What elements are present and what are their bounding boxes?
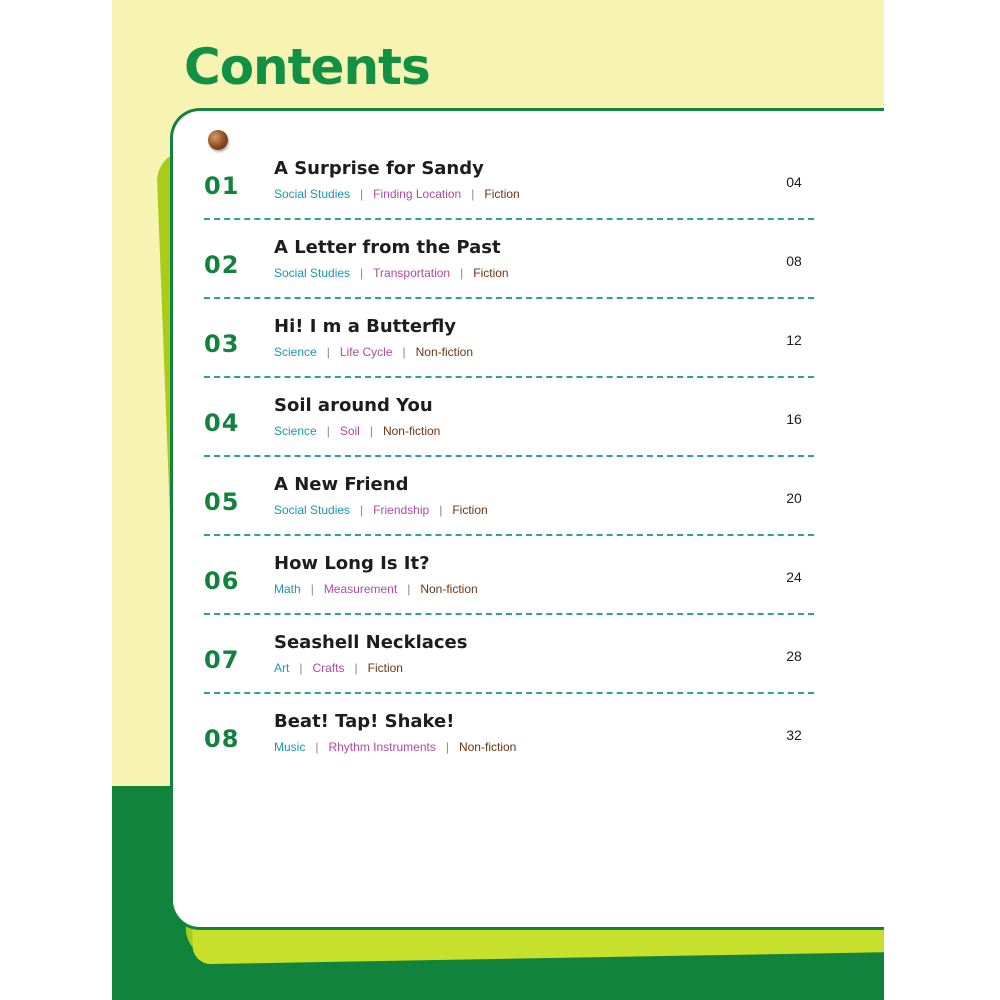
entry-page-number: 04 bbox=[786, 174, 802, 190]
entry-title: A Letter from the Past bbox=[274, 237, 501, 258]
dashed-divider bbox=[204, 218, 814, 220]
entry-title: Seashell Necklaces bbox=[274, 632, 468, 653]
contents-entry-05[interactable] bbox=[204, 474, 814, 553]
entry-number: 01 bbox=[204, 172, 240, 200]
entry-type: Non-fiction bbox=[420, 582, 478, 596]
dashed-divider bbox=[204, 376, 814, 378]
entry-number: 07 bbox=[204, 646, 240, 674]
tag-separator: | bbox=[326, 424, 330, 438]
tag-separator: | bbox=[310, 582, 314, 596]
dashed-divider bbox=[204, 692, 814, 694]
entry-title: Hi! I m a Butterfly bbox=[274, 316, 457, 337]
page-title: Contents bbox=[184, 38, 430, 96]
entry-subject: Science bbox=[274, 424, 317, 438]
entry-topic: Finding Location bbox=[373, 187, 462, 201]
contents-entry-04[interactable] bbox=[204, 395, 814, 474]
entry-number: 08 bbox=[204, 725, 240, 753]
tag-separator: | bbox=[445, 740, 449, 754]
entry-title: A New Friend bbox=[274, 474, 409, 495]
entry-title: Soil around You bbox=[274, 395, 433, 416]
contents-entry-07[interactable] bbox=[204, 632, 814, 711]
entry-number: 06 bbox=[204, 567, 240, 595]
tag-separator: | bbox=[360, 187, 364, 201]
entry-page-number: 24 bbox=[786, 569, 802, 585]
entry-tags bbox=[274, 424, 440, 438]
entry-subject: Science bbox=[274, 345, 317, 359]
dashed-divider bbox=[204, 534, 814, 536]
tag-separator: | bbox=[360, 503, 364, 517]
dashed-divider bbox=[204, 297, 814, 299]
tag-separator: | bbox=[439, 503, 443, 517]
entry-subject: Art bbox=[274, 661, 290, 675]
entry-page-number: 28 bbox=[786, 648, 802, 664]
entry-title: How Long Is It? bbox=[274, 553, 430, 574]
contents-entry-06[interactable] bbox=[204, 553, 814, 632]
tag-separator: | bbox=[402, 345, 406, 359]
entry-tags bbox=[274, 345, 473, 359]
entry-type: Non-fiction bbox=[415, 345, 473, 359]
page-background bbox=[112, 0, 884, 1000]
entry-tags bbox=[274, 740, 516, 754]
entry-type: Fiction bbox=[367, 661, 403, 675]
tag-separator: | bbox=[369, 424, 373, 438]
entry-tags bbox=[274, 661, 403, 675]
entry-page-number: 20 bbox=[786, 490, 802, 506]
entry-page-number: 32 bbox=[786, 727, 802, 743]
tag-separator: | bbox=[315, 740, 319, 754]
tag-separator: | bbox=[354, 661, 358, 675]
entry-number: 03 bbox=[204, 330, 240, 358]
entry-page-number: 08 bbox=[786, 253, 802, 269]
entry-topic: Measurement bbox=[323, 582, 398, 596]
entry-type: Fiction bbox=[473, 266, 509, 280]
entry-tags bbox=[274, 503, 488, 517]
entry-page-number: 16 bbox=[786, 411, 802, 427]
entry-topic: Rhythm Instruments bbox=[328, 740, 436, 754]
entry-type: Non-fiction bbox=[458, 740, 517, 754]
entry-subject: Social Studies bbox=[274, 503, 351, 517]
entry-tags bbox=[274, 187, 520, 201]
entry-title: Beat! Tap! Shake! bbox=[274, 711, 455, 732]
entry-subject: Math bbox=[274, 582, 301, 596]
entry-subject: Social Studies bbox=[274, 266, 351, 280]
tag-separator: | bbox=[407, 582, 411, 596]
entry-number: 05 bbox=[204, 488, 240, 516]
entry-topic: Friendship bbox=[373, 503, 430, 517]
tag-separator: | bbox=[326, 345, 330, 359]
contents-entry-03[interactable] bbox=[204, 316, 814, 395]
contents-entry-02[interactable] bbox=[204, 237, 814, 316]
contents-entry-08[interactable] bbox=[204, 711, 814, 790]
entry-tags bbox=[274, 582, 478, 596]
entry-topic: Transportation bbox=[373, 266, 451, 280]
entry-type: Non-fiction bbox=[382, 424, 441, 438]
pin-icon bbox=[208, 130, 228, 150]
entry-topic: Crafts bbox=[312, 661, 345, 675]
entry-topic: Life Cycle bbox=[339, 345, 393, 359]
tag-separator: | bbox=[460, 266, 464, 280]
dashed-divider bbox=[204, 455, 814, 457]
entry-tags bbox=[274, 266, 509, 280]
entry-title: A Surprise for Sandy bbox=[274, 158, 484, 179]
entry-type: Fiction bbox=[484, 187, 520, 201]
tag-separator: | bbox=[299, 661, 303, 675]
entry-subject: Music bbox=[274, 740, 306, 754]
tag-separator: | bbox=[360, 266, 364, 280]
tag-separator: | bbox=[471, 187, 475, 201]
entry-subject: Social Studies bbox=[274, 187, 351, 201]
dashed-divider bbox=[204, 613, 814, 615]
entry-type: Fiction bbox=[452, 503, 488, 517]
entry-number: 04 bbox=[204, 409, 240, 437]
entry-topic: Soil bbox=[339, 424, 360, 438]
entry-number: 02 bbox=[204, 251, 240, 279]
contents-entry-01[interactable] bbox=[204, 158, 814, 237]
entry-page-number: 12 bbox=[786, 332, 802, 348]
